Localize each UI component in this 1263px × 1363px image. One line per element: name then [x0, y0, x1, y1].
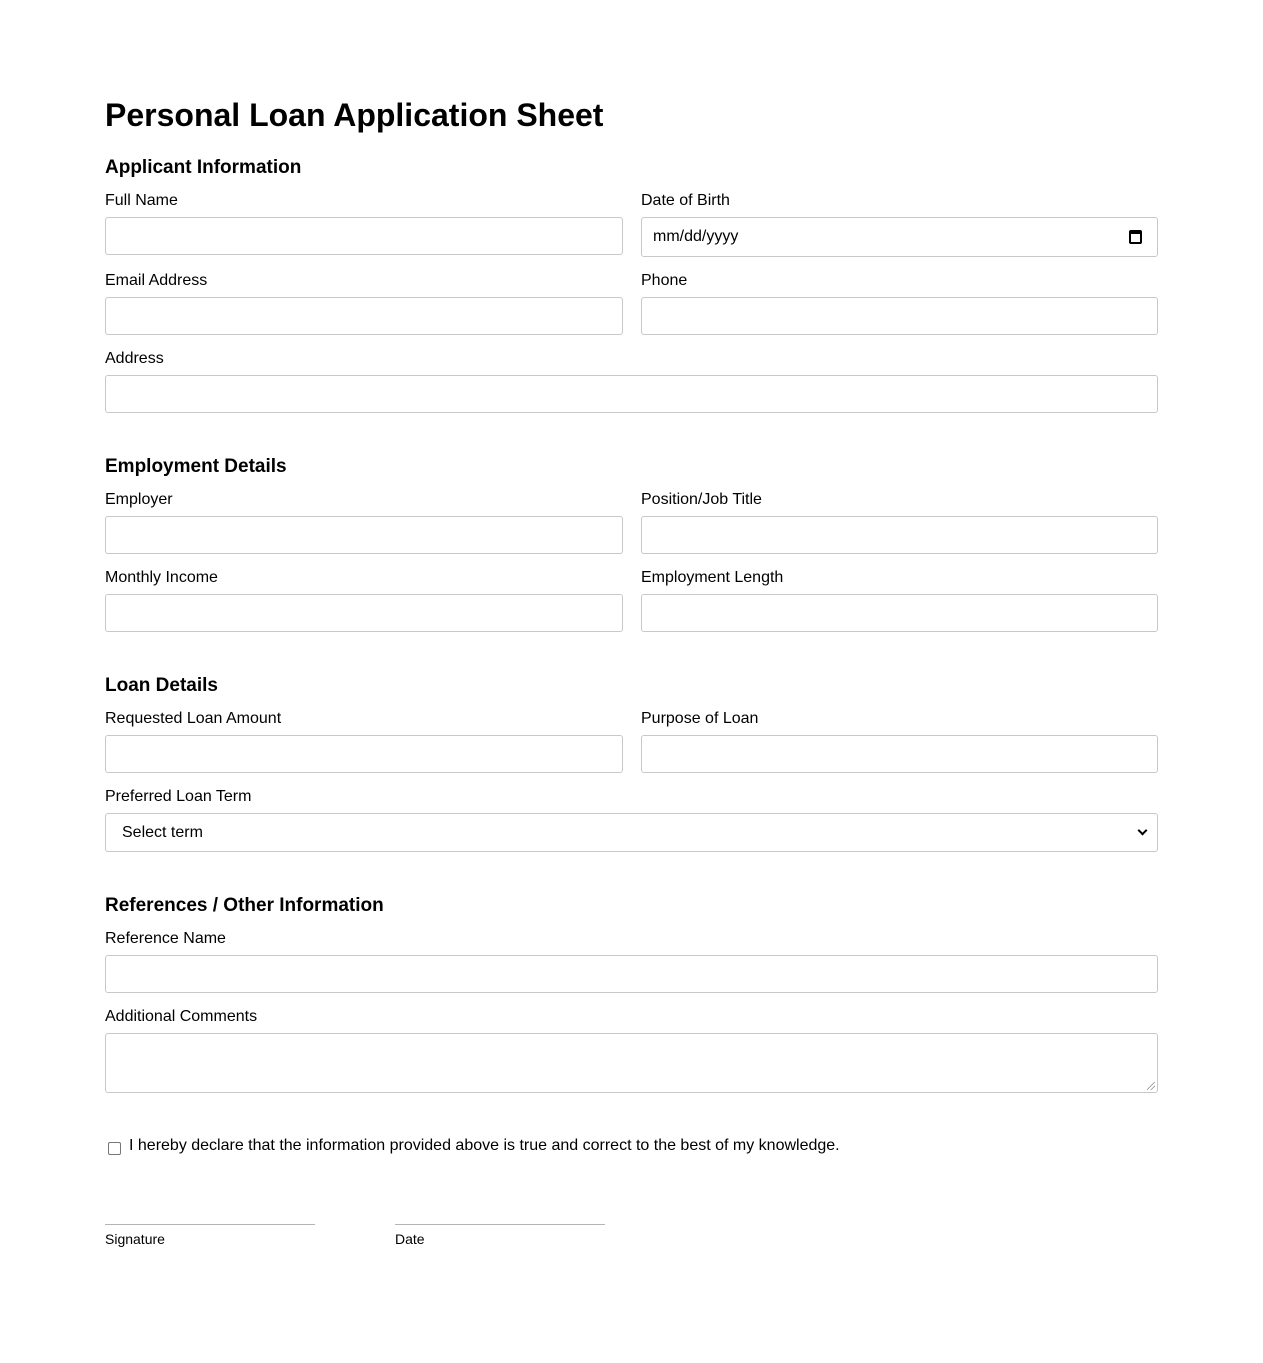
loan-term-field [105, 787, 1158, 841]
comments-field [105, 1007, 1158, 1027]
phone-input[interactable] [641, 297, 1158, 335]
full-name-input[interactable] [105, 217, 623, 255]
address-field [105, 349, 1158, 369]
employer-input[interactable] [105, 516, 623, 554]
reference-name-input[interactable] [105, 955, 1158, 993]
reference-name-label: Reference Name [105, 930, 226, 947]
employer-field [105, 490, 623, 510]
calendar-icon[interactable] [1129, 230, 1142, 244]
email-field [105, 271, 623, 291]
section-title-loan: Loan Details [105, 675, 218, 696]
loan-purpose-input[interactable] [641, 735, 1158, 773]
date-block [395, 1224, 605, 1248]
loan-term-select[interactable] [105, 813, 1158, 852]
loan-amount-label: Requested Loan Amount [105, 710, 282, 727]
loan-amount-input[interactable] [105, 735, 623, 773]
position-field [641, 490, 1158, 510]
reference-name-field [105, 929, 1158, 949]
signature-block [105, 1224, 315, 1248]
signature-line [105, 1224, 315, 1225]
address-label: Address [105, 350, 164, 367]
section-title-employment: Employment Details [105, 456, 287, 477]
income-field [105, 568, 623, 588]
loan-term-selected: Select term [122, 823, 203, 841]
employment-length-input[interactable] [641, 594, 1158, 632]
dob-placeholder: mm/dd/yyyy [653, 228, 739, 245]
position-label: Position/Job Title [641, 491, 762, 508]
resize-handle-icon[interactable] [1147, 1082, 1155, 1090]
loan-amount-field [105, 709, 623, 729]
declaration-checkbox[interactable] [108, 1142, 121, 1155]
dob-label: Date of Birth [641, 192, 730, 209]
declaration-row [108, 1136, 840, 1155]
comments-textarea[interactable] [105, 1033, 1158, 1093]
position-input[interactable] [641, 516, 1158, 554]
email-input[interactable] [105, 297, 623, 335]
comments-label: Additional Comments [105, 1008, 258, 1025]
email-label: Email Address [105, 272, 208, 289]
dob-field [641, 191, 1158, 245]
full-name-field [105, 191, 623, 211]
date-label: Date [395, 1231, 425, 1247]
full-name-label: Full Name [105, 192, 178, 209]
chevron-down-icon [1138, 826, 1148, 836]
employment-length-label: Employment Length [641, 569, 784, 586]
income-label: Monthly Income [105, 569, 218, 586]
income-input[interactable] [105, 594, 623, 632]
dob-input[interactable] [641, 217, 1158, 257]
employer-label: Employer [105, 491, 173, 508]
section-title-applicant: Applicant Information [105, 157, 302, 178]
employment-length-field [641, 568, 1158, 588]
page-title: Personal Loan Application Sheet [105, 97, 604, 133]
phone-field [641, 271, 1158, 291]
section-title-references: References / Other Information [105, 895, 384, 916]
loan-term-label: Preferred Loan Term [105, 788, 252, 805]
loan-purpose-label: Purpose of Loan [641, 710, 759, 727]
phone-label: Phone [641, 272, 688, 289]
signature-label: Signature [105, 1231, 165, 1247]
declaration-text: I hereby declare that the information provided above is true and correct to the best of my knowledge. [129, 1136, 840, 1154]
loan-purpose-field [641, 709, 1158, 729]
date-line [395, 1224, 605, 1225]
address-input[interactable] [105, 375, 1158, 413]
